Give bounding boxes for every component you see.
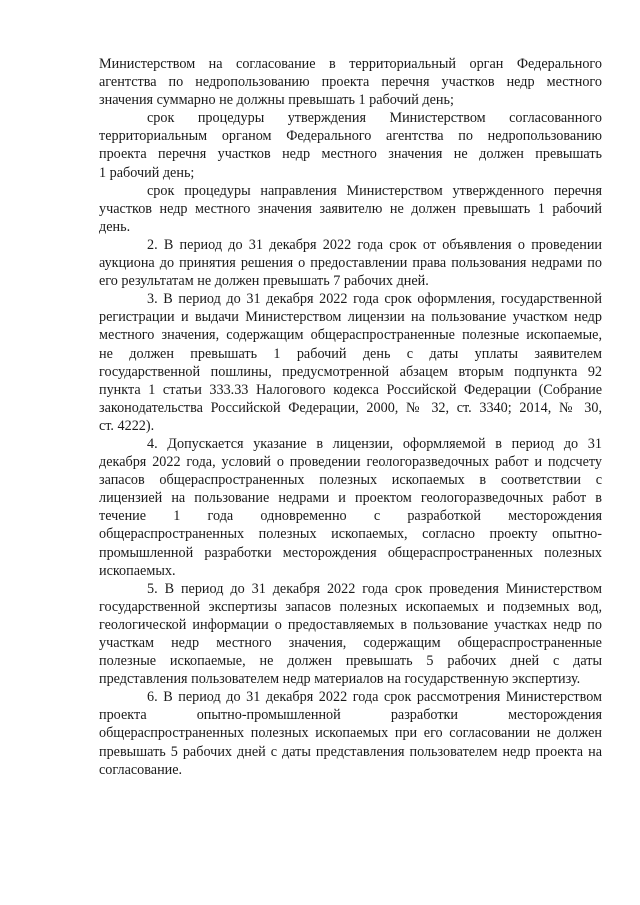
text-line: представления пользователем недр материалов на государственную экспертизу.	[99, 671, 581, 688]
text-line: ископаемых.	[99, 562, 176, 579]
text-line: общераспространенных полезных ископаемых при его согласовании не должен	[99, 725, 602, 742]
text-line: государственной экспертизы запасов полезных ископаемых и подземных вод,	[99, 598, 602, 615]
text-line: проекта опытно-промышленной разработки месторождения	[99, 707, 602, 724]
text-line: 5. В период до 31 декабря 2022 года срок проведения Министерством	[147, 580, 602, 597]
text-line: Министерством на согласование в территориальный орган Федерального	[99, 56, 602, 72]
paragraph-item-5	[99, 580, 602, 689]
text-line: 1 рабочий день;	[99, 164, 195, 181]
paragraph-item-6	[99, 688, 602, 778]
text-line: участкам недр местного значения, содержащим общераспространенные	[99, 635, 602, 651]
text-line: не должен превышать 1 рабочий день с даты уплаты заявителем	[99, 345, 602, 362]
text-line: превышать 5 рабочих дней с даты представления пользователем недр проекта на	[99, 743, 602, 760]
text-line: ст. 4222).	[99, 417, 155, 434]
paragraph-sending-term	[99, 182, 602, 236]
text-line: 2. В период до 31 декабря 2022 года срок от объявления о проведении	[147, 236, 602, 253]
document-body	[99, 55, 602, 779]
text-line: 3. В период до 31 декабря 2022 года срок оформления, государственной	[147, 291, 602, 308]
text-line: его результатам не должен превышать 7 рабочих дней.	[99, 273, 429, 290]
text-line: срок процедуры направления Министерством утвержденного перечня	[147, 182, 602, 199]
text-line: промышленной разработки месторождения общераспространенных полезных	[99, 544, 602, 561]
text-line: согласование.	[99, 761, 183, 778]
text-line: полезные ископаемые, не должен превышать 5 рабочих дней с даты	[99, 653, 602, 670]
text-line: декабря 2022 года, условий о проведении геологоразведочных работ и подсчету	[99, 454, 602, 471]
text-line: значения суммарно не должны превышать 1 рабочий день;	[99, 92, 454, 109]
paragraph-item-2	[99, 236, 602, 290]
text-line: законодательства Российской Федерации, 2000, № 32, ст. 3340; 2014, № 30,	[99, 399, 602, 416]
text-line: агентства по недропользованию проекта перечня участков недр местного	[99, 74, 602, 91]
text-line: аукциона до принятия решения о предоставлении права пользования недрами по	[99, 255, 602, 272]
text-line: 4. Допускается указание в лицензии, оформляемой в период до 31	[147, 435, 602, 452]
text-line: пункта 1 статьи 333.33 Налогового кодекса Российской Федерации (Собрание	[99, 381, 602, 398]
text-line: геологической информации о предоставляемых в пользование участках недр по	[99, 616, 602, 633]
text-line: проекта перечня участков недр местного значения не должен превышать	[99, 146, 602, 163]
paragraph-item-4	[99, 435, 602, 580]
paragraph-item-3	[99, 290, 602, 435]
text-line: общераспространенных полезных ископаемых, согласно проекту опытно-	[99, 526, 602, 543]
text-line: участков недр местного значения заявителю не должен превышать 1 рабочий	[99, 200, 602, 217]
paragraph-approval-term	[99, 109, 602, 181]
paragraph-continuation	[99, 55, 602, 109]
text-line: запасов общераспространенных полезных ископаемых в соответствии с	[99, 472, 602, 489]
text-line: течение 1 года одновременно с разработкой месторождения	[99, 508, 602, 525]
text-line: день.	[99, 218, 131, 235]
text-line: местного значения, содержащим общераспространенные полезные ископаемые,	[99, 327, 602, 344]
text-line: территориальным органом Федерального агентства по недропользованию	[99, 128, 602, 145]
text-line: лицензией на пользование недрами и проектом геологоразведочных работ в	[99, 490, 602, 507]
text-line: регистрации и выдачи Министерством лицензии на пользование участком недр	[99, 309, 602, 326]
text-line: государственной пошлины, предусмотренной абзацем вторым подпункта 92	[99, 363, 602, 380]
text-line: 6. В период до 31 декабря 2022 года срок рассмотрения Министерством	[147, 689, 602, 706]
text-line: срок процедуры утверждения Министерством согласованного	[147, 110, 602, 127]
